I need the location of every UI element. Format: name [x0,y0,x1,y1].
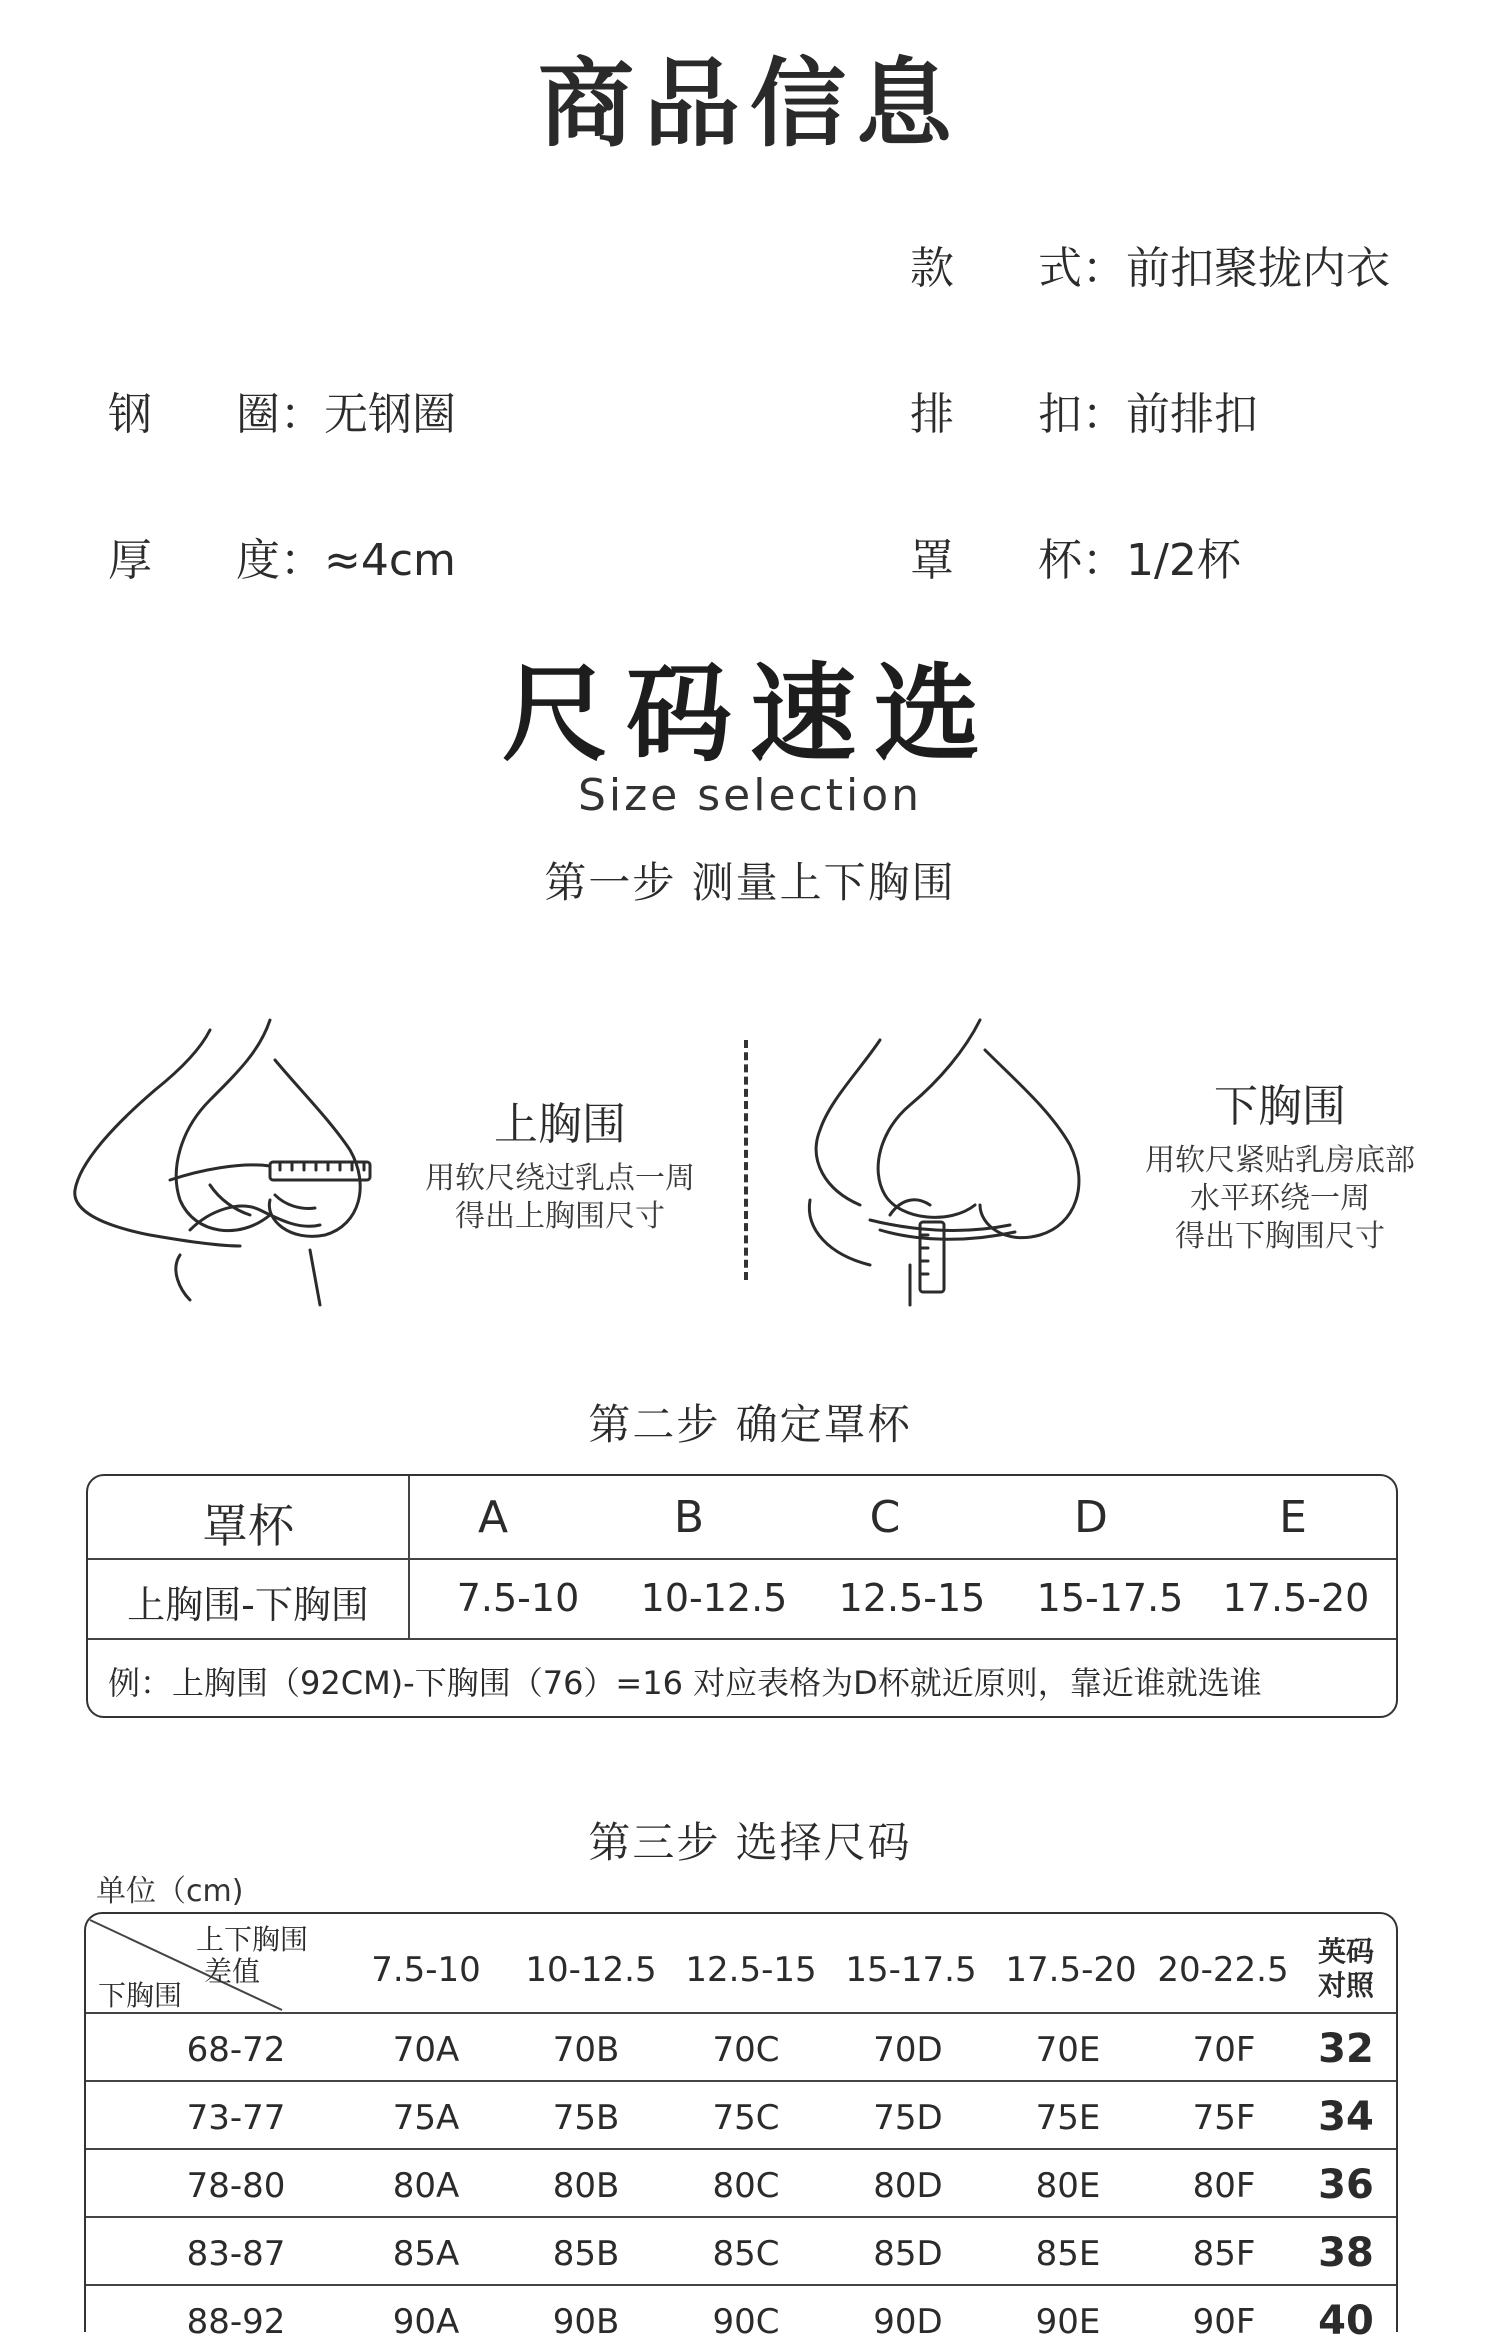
cup-row-label: 上胸围-下胸围 [127,1583,369,1627]
diff-col-1: 7.5-10 [371,1950,481,1990]
spec-label: 杯 [1038,535,1082,586]
diff-col-2: 10-12.5 [525,1950,657,1990]
size-cell: 70E [1035,2030,1101,2070]
under-78-80: 78-80 [186,2166,286,2206]
spec-wire [108,378,456,442]
spec-label: 扣 [1038,389,1082,440]
cup-e: E [1279,1492,1307,1543]
size-cell: 70D [873,2030,943,2070]
size-hline [86,2216,1396,2218]
size-cell: 70A [392,2030,460,2070]
uk-size: 36 [1318,2162,1374,2208]
under-88-92: 88-92 [186,2302,286,2342]
under-bust-desc1: 用软尺紧贴乳房底部 [1145,1143,1415,1178]
cup-table [86,1474,1398,1718]
spec-value: 前排扣 [1126,389,1258,440]
spec-cup [910,524,1241,588]
size-cell: 80B [552,2166,620,2206]
size-cell: 75F [1192,2098,1256,2138]
size-cell: 90D [873,2302,943,2342]
size-cell: 75E [1035,2098,1101,2138]
spec-label: 罩 [910,535,954,586]
spec-value: ≈4cm [324,535,456,586]
cup-table-hline [88,1638,1396,1640]
size-cell: 70F [1192,2030,1256,2070]
size-hline [86,2148,1396,2150]
size-cell: 85B [552,2234,620,2274]
colon: ： [1082,535,1126,586]
cup-range-b: 10-12.5 [640,1576,788,1620]
uk-header1: 英码 [1317,1935,1374,1968]
cup-range-c: 12.5-15 [838,1576,986,1620]
size-cell: 85C [712,2234,780,2274]
uk-size: 34 [1318,2094,1374,2140]
cup-c: C [869,1492,901,1543]
upper-bust-title: 上胸围 [494,1099,626,1150]
corner-bottom: 下胸围 [98,1979,183,2012]
size-select-title: 尺码速选 [502,653,998,776]
cup-range-e: 17.5-20 [1222,1576,1370,1620]
divider [744,1040,748,1280]
spec-label: 式 [1038,243,1082,294]
spec-label: 圈 [236,389,280,440]
product-info-title: 商品信息 [538,48,962,160]
size-cell: 80A [392,2166,460,2206]
under-68-72: 68-72 [186,2030,286,2070]
cup-range-d: 15-17.5 [1036,1576,1184,1620]
spec-label: 钢 [108,389,152,440]
spec-value: 无钢圈 [324,389,456,440]
size-hline [86,2012,1396,2014]
size-cell: 80E [1035,2166,1101,2206]
unit-label: 单位（cm) [96,1874,244,1909]
size-cell: 90F [1192,2302,1256,2342]
spec-label: 排 [910,389,954,440]
spec-style [910,232,1390,296]
upper-bust-desc1: 用软尺绕过乳点一周 [425,1161,695,1196]
size-cell: 85A [392,2234,460,2274]
size-cell: 70B [552,2030,620,2070]
step3-heading: 第三步 选择尺码 [588,1818,912,1867]
step1-heading: 第一步 测量上下胸围 [544,858,956,907]
under-83-87: 83-87 [186,2234,286,2274]
size-cell: 75D [873,2098,943,2138]
under-73-77: 73-77 [186,2098,286,2138]
diff-col-4: 15-17.5 [845,1950,977,1990]
colon: ： [280,389,324,440]
corner-top1: 上下胸围 [196,1923,309,1956]
under-bust-desc2: 水平环绕一周 [1190,1181,1370,1216]
size-cell: 75A [392,2098,460,2138]
size-cell: 90A [392,2302,460,2342]
cup-b: B [673,1492,705,1543]
size-cell: 80C [712,2166,780,2206]
size-cell: 80D [873,2166,943,2206]
size-table [84,1912,1398,2344]
cup-d: D [1074,1492,1108,1543]
under-bust-title: 下胸围 [1214,1081,1346,1132]
colon: ： [1082,389,1126,440]
uk-header2: 对照 [1317,1969,1374,2002]
upper-bust-illustration-icon [60,1010,420,1310]
spec-value: 前扣聚拢内衣 [1126,243,1390,294]
size-cell: 75C [712,2098,780,2138]
under-bust-illustration-icon [790,1010,1130,1310]
corner-top2: 差值 [204,1955,261,1988]
size-cell: 85D [873,2234,943,2274]
spec-label: 厚 [108,535,152,586]
spec-label: 度 [236,535,280,586]
size-cell: 70C [712,2030,780,2070]
size-cell: 90B [552,2302,620,2342]
diff-col-3: 12.5-15 [685,1950,817,1990]
uk-size: 32 [1318,2026,1374,2072]
size-cell: 90E [1035,2302,1101,2342]
cup-header-label: 罩杯 [202,1499,294,1553]
spec-clasp [910,378,1258,442]
diff-col-5: 17.5-20 [1005,1950,1137,1990]
size-cell: 75B [552,2098,620,2138]
size-cell: 85F [1192,2234,1256,2274]
size-cell: 80F [1192,2166,1256,2206]
upper-bust-desc2: 得出上胸围尺寸 [455,1199,665,1234]
colon: ： [280,535,324,586]
under-bust-desc3: 得出下胸围尺寸 [1175,1219,1385,1254]
size-hline [86,2080,1396,2082]
cup-a: A [477,1492,509,1543]
uk-size: 38 [1318,2230,1374,2276]
size-cell: 90C [712,2302,780,2342]
spec-value: 1/2杯 [1126,535,1241,586]
diff-col-6: 20-22.5 [1157,1950,1289,1990]
spec-label: 款 [910,243,954,294]
spec-thickness [108,524,456,588]
step2-heading: 第二步 确定罩杯 [588,1400,912,1449]
size-hline [86,2284,1396,2286]
cup-range-a: 7.5-10 [456,1576,580,1620]
cup-example: 例：上胸围（92CM)-下胸围（76）=16 对应表格为D杯就近原则，靠近谁就选谁 [108,1664,1262,1702]
cup-table-hline [88,1558,1396,1560]
size-select-subtitle: Size selection [577,770,923,821]
size-cell: 85E [1035,2234,1101,2274]
colon: ： [1082,243,1126,294]
uk-size: 40 [1318,2298,1374,2344]
